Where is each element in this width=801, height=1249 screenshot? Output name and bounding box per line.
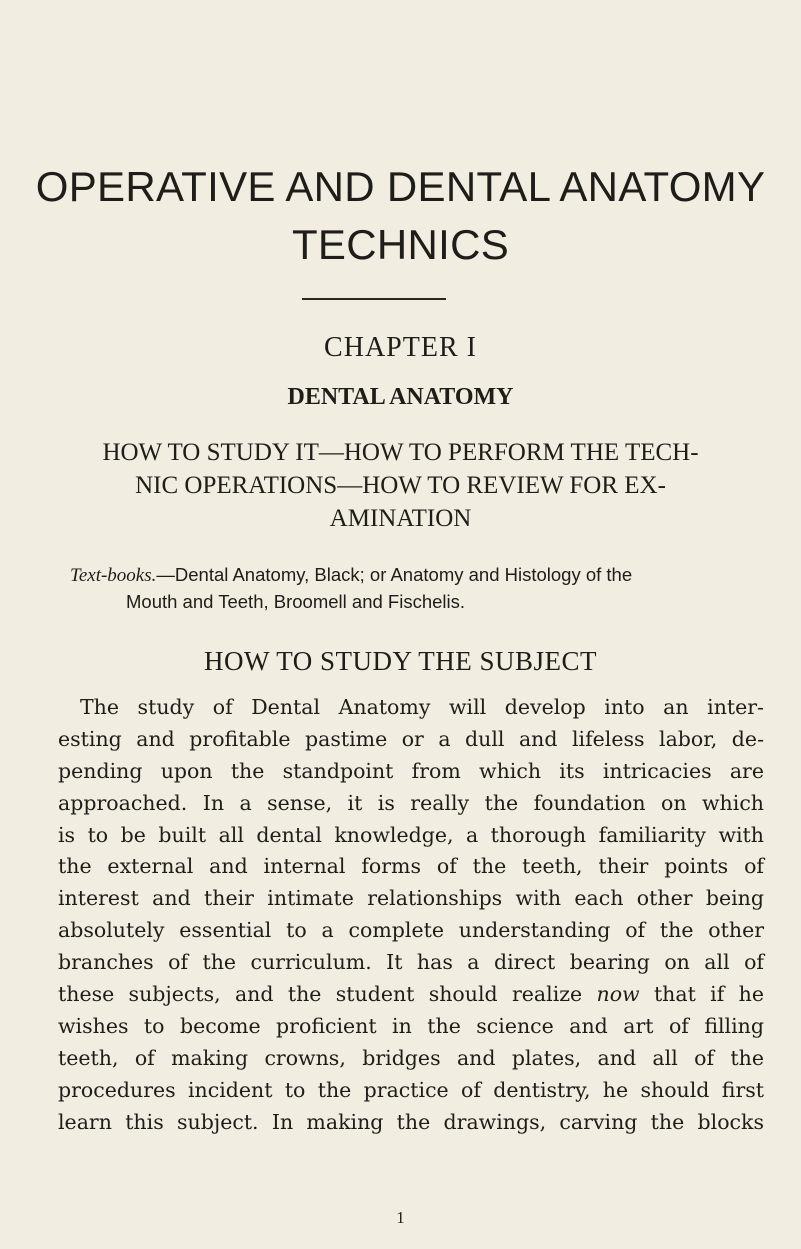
body-line <box>58 979 764 1011</box>
textbooks-line-1: —Dental Anatomy, Black; or Anatomy and Histology of the <box>156 564 633 585</box>
book-title-line-2: TECHNICS <box>291 221 510 268</box>
page-number: 1 <box>396 1208 405 1227</box>
chapter-number: CHAPTER I <box>324 332 477 363</box>
subhead-line-3: AMINATION <box>329 505 472 532</box>
book-title-line-1: OPERATIVE AND DENTAL ANATOMY <box>35 163 766 210</box>
body-line-lead: these subjects, and the student should realize <box>58 982 583 1007</box>
body-line: the external and internal forms of the teeth, their points of <box>58 854 764 879</box>
subhead-line-2: NIC OPERATIONS—HOW TO REVIEW FOR EX- <box>135 472 666 499</box>
body-paragraph <box>58 692 764 1138</box>
body-line: teeth, of making crowns, bridges and plates, and all of the <box>58 1045 764 1070</box>
body-line: approached. In a sense, it is really the foundation on which <box>58 790 764 815</box>
title-rule <box>302 298 446 300</box>
chapter-title: DENTAL ANATOMY <box>287 384 514 410</box>
body-line-tail: that if he <box>653 982 764 1007</box>
body-line: branches of the curriculum. It has a direct bearing on all of <box>58 950 764 975</box>
book-title <box>0 158 801 274</box>
body-line: is to be built all dental knowledge, a thorough familiarity with <box>58 822 764 847</box>
textbooks-note <box>70 562 770 615</box>
body-line: absolutely essential to a complete understanding of the other <box>58 918 764 943</box>
textbooks-label: Text-books. <box>70 565 157 586</box>
body-line: procedures incident to the practice of dentistry, he should first <box>58 1077 764 1102</box>
body-line: The study of Dental Anatomy will develop into an inter- <box>80 695 764 719</box>
subhead-line-1: HOW TO STUDY IT—HOW TO PERFORM THE TECH- <box>102 439 699 466</box>
textbooks-line-2: Mouth and Teeth, Broomell and Fischelis. <box>126 591 466 612</box>
body-line: learn this subject. In making the drawings, carving the blocks <box>58 1109 764 1134</box>
body-line: pending upon the standpoint from which its intricacies are <box>58 758 764 783</box>
chapter-subhead <box>20 436 781 535</box>
body-line: wishes to become proficient in the science and art of filling <box>58 1013 764 1038</box>
body-line: interest and their intimate relationships with each other being <box>58 886 764 911</box>
section-heading: HOW TO STUDY THE SUBJECT <box>203 646 598 676</box>
body-line: esting and profitable pastime or a dull and lifeless labor, de- <box>58 726 764 751</box>
body-line-emphasis: now <box>596 982 640 1007</box>
